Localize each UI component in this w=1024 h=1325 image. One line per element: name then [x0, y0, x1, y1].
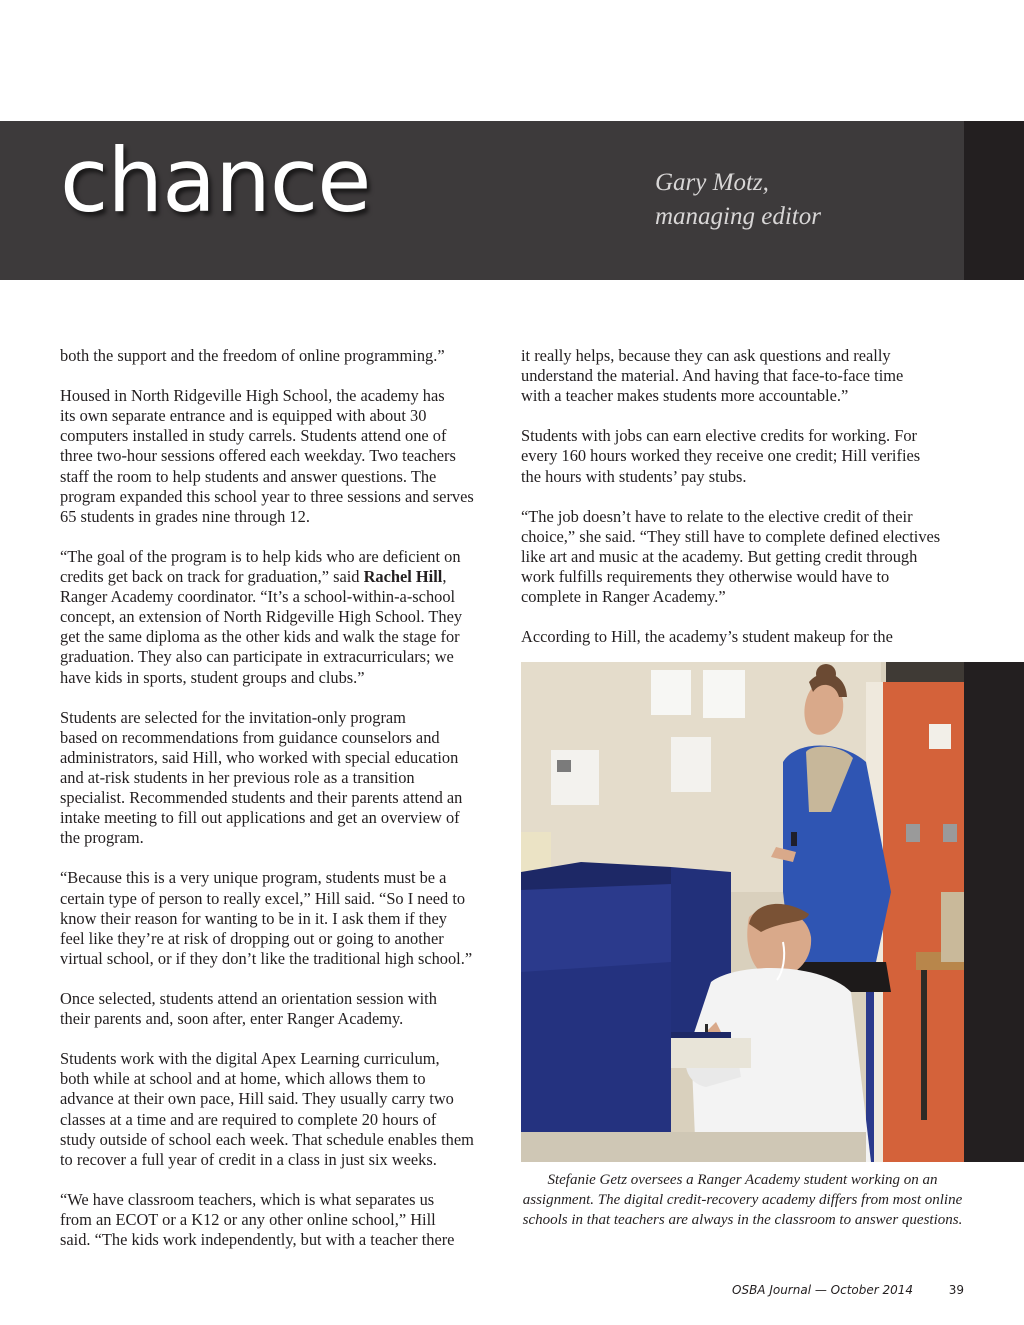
footer-page-number: 39	[948, 1283, 964, 1297]
photo-caption: Stefanie Getz oversees a Ranger Academy student working on an assignment. The digital credit-recovery academy differs from most online schools in that teachers are always in the classroom to answer questions.	[522, 1172, 963, 1228]
byline	[655, 166, 821, 234]
paragraph-quote	[60, 547, 505, 688]
paragraph: Students with jobs can earn elective credits for working. For every 160 hours worked they receive one credit; Hill verifies the hours with students’ pay stubs.	[521, 426, 921, 486]
article-headline: chance	[60, 129, 371, 232]
byline-name: Gary Motz,	[655, 169, 769, 196]
paragraph: “The job doesn’t have to relate to the elective credit of their choice,” she said. “They still have to complete defined electives like art and music at the academy. But getting credit through work fulfills requirements they otherwise would have to complete in Ranger Academy.”	[521, 506, 941, 607]
page-footer	[732, 1283, 964, 1297]
classroom-photo-illustration	[521, 662, 964, 1162]
footer-publication: OSBA Journal — October 2014	[732, 1283, 914, 1297]
paragraph: According to Hill, the academy’s student makeup for the	[521, 627, 893, 647]
left-column	[60, 346, 505, 1250]
paragraph: Once selected, students attend an orientation session with their parents and, soon after, enter Ranger Academy.	[60, 989, 437, 1029]
photo-edge-bar	[964, 662, 1024, 1162]
right-column	[521, 346, 966, 647]
quote-text-start: “The goal of the program is to help kids who are deficient on credits get back on track for graduation,” said	[60, 546, 461, 587]
quote-text-end: , Ranger Academy coordinator. “It’s a school-within-a-school concept, an extension of North Ridgeville High School. They get the same diploma as the other kids and walk the stage for graduation. They also can participate in extracurriculars; we have kids in sports, student groups and clubs.”	[60, 567, 463, 687]
paragraph: Students work with the digital Apex Learning curriculum, both while at school and at home, which allows them to advance at their own pace, Hill said. They usually carry two classes at a time and are required to complete 20 hours of study outside of school each week. That schedule enables them to recover a full year of credit in a class in just six weeks.	[60, 1049, 474, 1169]
paragraph: “We have classroom teachers, which is what separates us from an ECOT or a K12 or any other online school,” Hill said. “The kids work independently, but with a teacher there	[60, 1189, 455, 1250]
paragraph: it really helps, because they can ask questions and really understand the material. And having that face-to-face time with a teacher makes students more accountable.”	[521, 346, 904, 406]
header-banner-edge	[964, 121, 1024, 280]
classroom-photo	[521, 662, 964, 1162]
paragraph: both the support and the freedom of online programming.”	[60, 346, 445, 365]
paragraph: Students are selected for the invitation-only program based on recommendations from guidance counselors and administrators, said Hill, who worked with special education and at-risk students in her previous role as a transition specialist. Recommended students and their parents attend an intake meeting to fill out applications and get an overview of the program.	[60, 707, 463, 848]
paragraph: “Because this is a very unique program, students must be a certain type of person to really excel,” Hill said. “So I need to know their reason for wanting to be in it. I ask them if they feel like they’re at risk of dropping out or going to another virtual school, or if they don’t like the traditional high school.”	[60, 868, 473, 968]
paragraph: Housed in North Ridgeville High School, the academy has its own separate entrance and is equipped with about 30 computers installed in study carrels. Students attend one of three two-hour sessions offered each weekday. Two teachers staff the room to help students and answer questions. The program expanded this school year to three sessions and serves 65 students in grades nine through 12.	[60, 386, 474, 526]
byline-role: managing editor	[655, 203, 821, 230]
quote-person-name: Rachel Hill	[363, 567, 443, 587]
